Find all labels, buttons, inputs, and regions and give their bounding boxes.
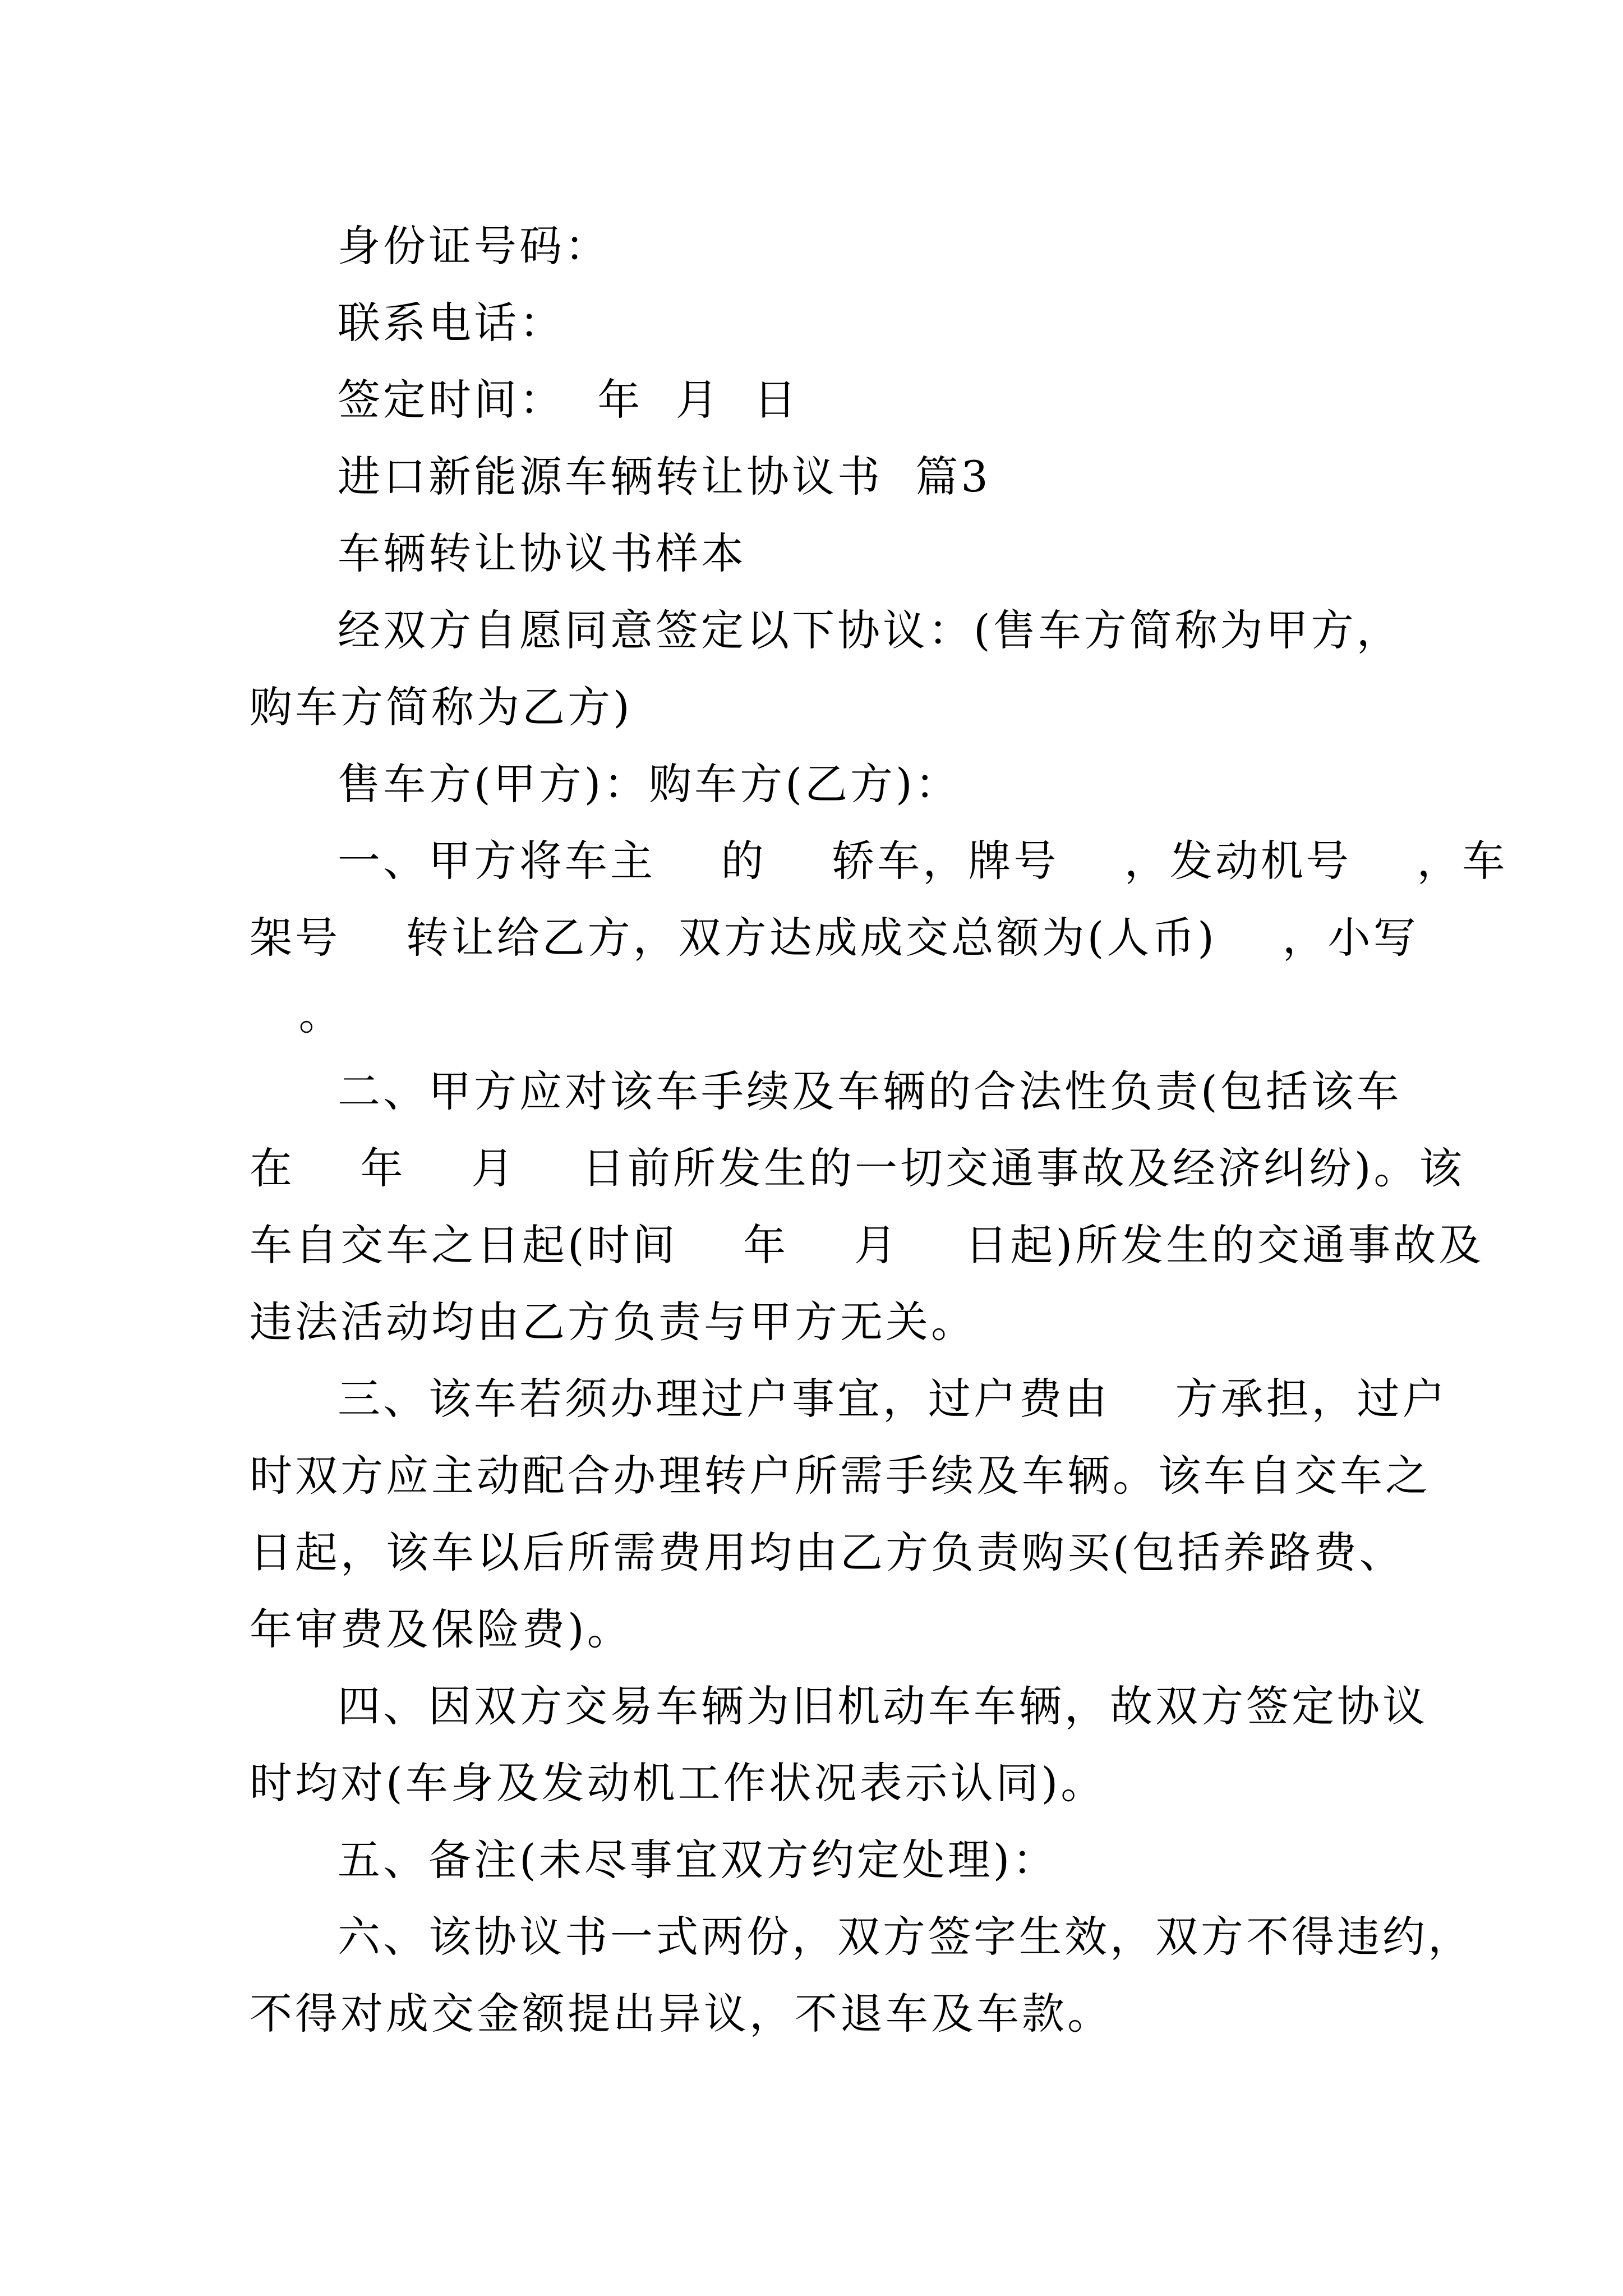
document-body (250, 208, 1508, 2052)
clause-4-line: 时均对(车身及发动机工作状况表示认同)。 (250, 1758, 1106, 1808)
clause-1-line: 。 (250, 990, 344, 1039)
id-number-line: 身份证号码： (338, 221, 610, 271)
clause-3-line: 年审费及保险费)。 (250, 1604, 633, 1654)
clause-2-line: 违法活动均由乙方负责与甲方无关。 (250, 1297, 976, 1347)
clause-3-line: 三、该车若须办理过户事宜，过户费由 方承担，过户 (338, 1374, 1448, 1424)
document-subtitle: 车辆转让协议书样本 (338, 528, 746, 578)
clause-3-line: 日起，该车以后所需费用均由乙方负责购买(包括养路费、 (250, 1527, 1405, 1577)
clause-2-line: 二、甲方应对该车手续及车辆的合法性负责(包括该车 (338, 1066, 1402, 1116)
phone-line: 联系电话： (338, 298, 565, 348)
clause-5-line: 五、备注(未尽事宜双方约定处理)： (338, 1835, 1058, 1885)
clause-1-line: 一、甲方将车主 的 轿车，牌号 ，发动机号 ，车 (338, 836, 1508, 886)
clause-1-line: 架号 转让给乙方，双方达成成交总额为(人币) ，小写 (250, 913, 1419, 963)
clause-3-line: 时双方应主动配合办理转户所需手续及车辆。该车自交车之 (250, 1451, 1431, 1501)
clause-4-line: 四、因双方交易车辆为旧机动车车辆，故双方签定协议 (338, 1681, 1428, 1731)
clause-2-line: 车自交车之日起(时间 年 月 日起)所发生的交通事故及 (250, 1220, 1484, 1270)
intro-paragraph-line: 经双方自愿同意签定以下协议：(售车方简称为甲方， (338, 605, 1402, 655)
clause-6-line: 不得对成交金额提出异议，不退车及车款。 (250, 1989, 1113, 2039)
clause-2-line: 在 年 月 日前所发生的一切交通事故及经济纠纷)。该 (250, 1143, 1465, 1193)
section-title: 进口新能源车辆转让协议书 篇3 (338, 452, 991, 501)
intro-paragraph-line: 购车方简称为乙方) (250, 682, 633, 732)
clause-6-line: 六、该协议书一式两份，双方签字生效，双方不得违约， (338, 1912, 1473, 1962)
parties-line: 售车方(甲方)：购车方(乙方)： (338, 759, 961, 809)
sign-date-line: 签定时间： 年 月 日 (338, 375, 799, 425)
